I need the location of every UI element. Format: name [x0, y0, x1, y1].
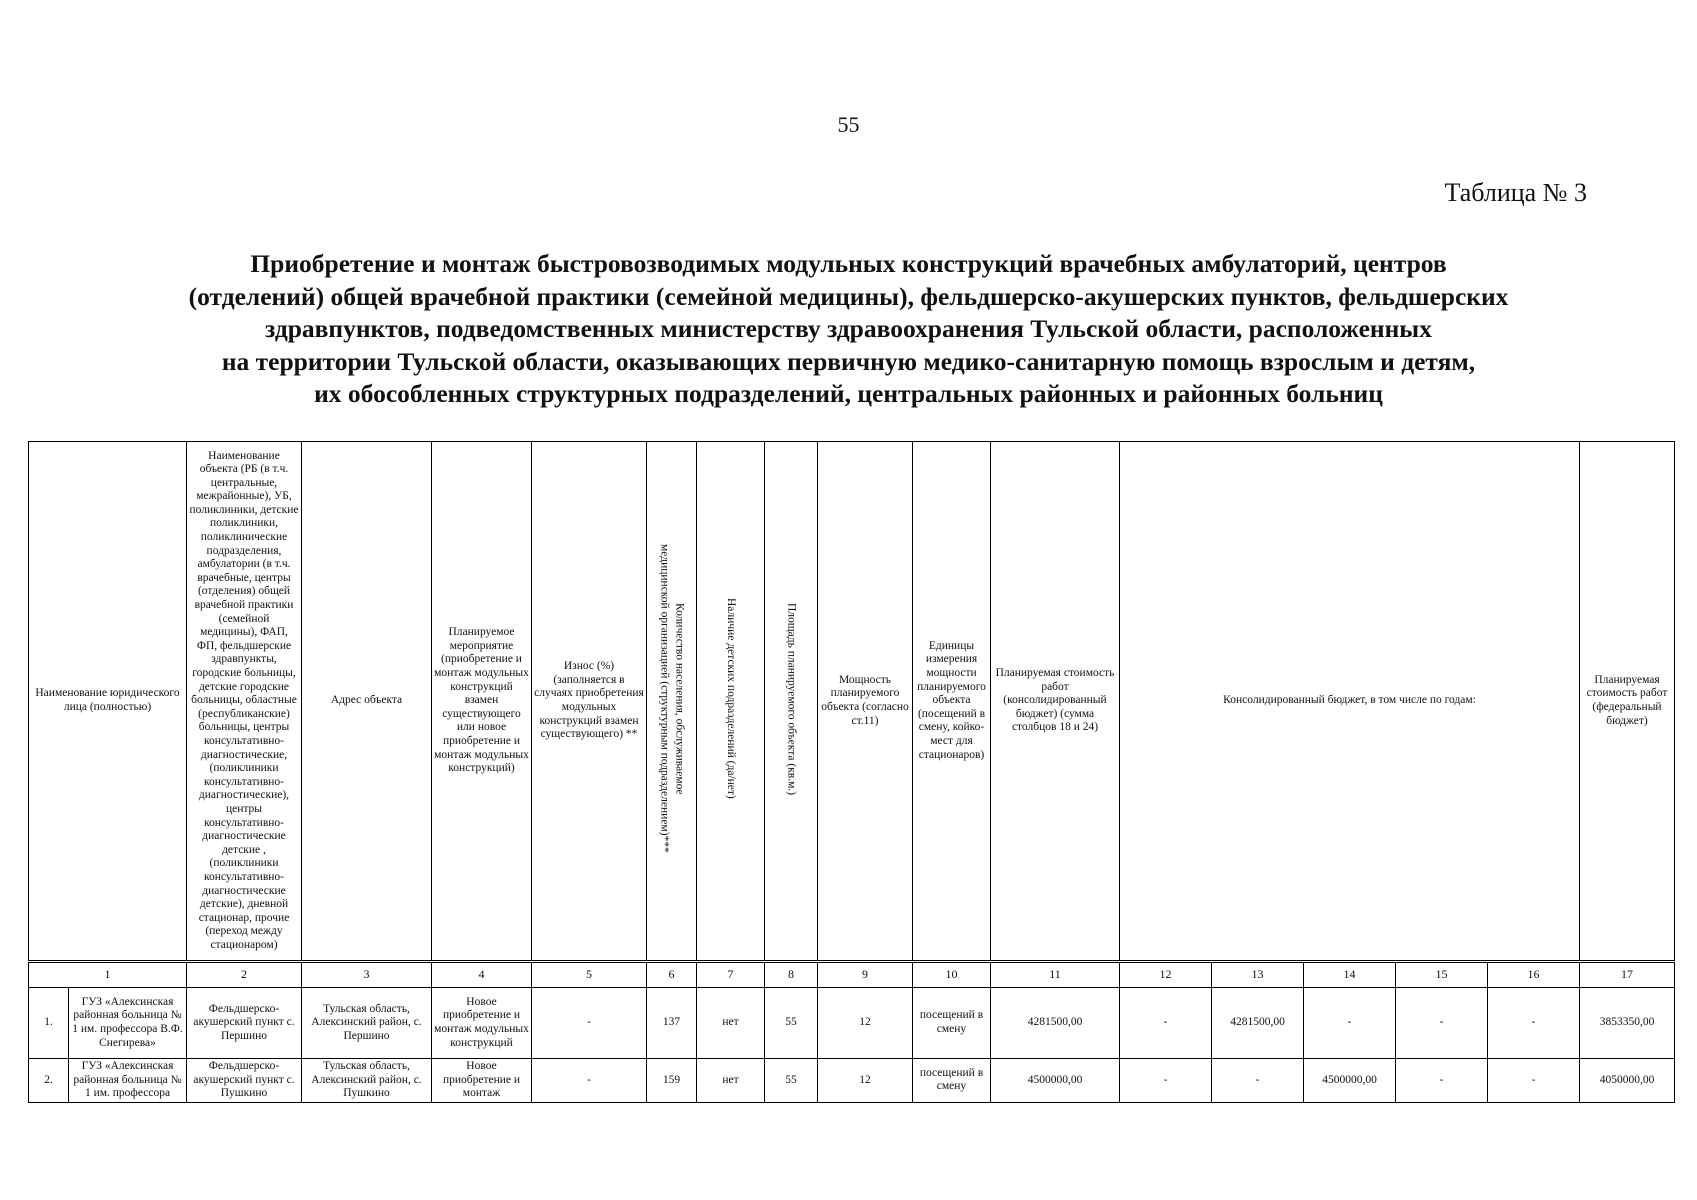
column-number-row [29, 963, 1675, 988]
table-label: Таблица № 3 [1444, 178, 1587, 207]
column-number: 14 [1304, 963, 1396, 988]
title-line: (отделений) общей врачебной практики (семейной медицины), фельдшерско-акушерских пунктов, фельдшерских [188, 281, 1509, 311]
row-year-13: - [1212, 1059, 1304, 1103]
row-object: Фельдшерско-акушерский пункт с. Першино [187, 988, 302, 1059]
header-planned-cost: Планируемая стоимость работ (консолидированный бюджет) (сумма столбцов 18 и 24) [991, 442, 1120, 961]
header-area-text: Площадь планируемого объекта (кв.м.) [785, 602, 798, 795]
row-address: Тульская область, Алексинский район, с. Пушкино [302, 1059, 432, 1103]
header-children-units-text: Наличие детских подразделений (да/нет) [725, 598, 737, 800]
header-children-units [697, 442, 765, 961]
header-table [28, 441, 1675, 961]
row-organization: ГУЗ «Алексинская районная больница № 1 им. профессора [69, 1059, 187, 1103]
row-area: 55 [765, 1059, 818, 1103]
table-row [29, 1059, 1675, 1103]
table-row [29, 988, 1675, 1059]
row-index: 2. [29, 1059, 69, 1103]
column-number: 17 [1580, 963, 1675, 988]
column-number: 11 [991, 963, 1120, 988]
header-population-text: Количество населения, обслуживаемое медицинской организацией (структурным подразделением)*** [658, 544, 686, 854]
row-federal: 3853350,00 [1580, 988, 1675, 1059]
row-unit: посещений в смену [913, 988, 991, 1059]
row-year-16: - [1488, 988, 1580, 1059]
row-object: Фельдшерско-акушерский пункт с. Пушкино [187, 1059, 302, 1103]
row-organization: ГУЗ «Алексинская районная больница № 1 им. профессора В.Ф. Снегирева» [69, 988, 187, 1059]
header-capacity-unit: Единицы измерения мощности планируемого объекта (посещений в смену, койко-мест для стационаров) [913, 442, 991, 961]
row-wear: - [532, 988, 647, 1059]
column-number: 5 [532, 963, 647, 988]
header-legal-entity: Наименование юридического лица (полностью) [29, 442, 187, 961]
row-population: 159 [647, 1059, 697, 1103]
header-area [765, 442, 818, 961]
row-year-15: - [1396, 1059, 1488, 1103]
header-population [647, 442, 697, 961]
column-number: 12 [1120, 963, 1212, 988]
column-number: 6 [647, 963, 697, 988]
row-year-12: - [1120, 1059, 1212, 1103]
row-year-14: - [1304, 988, 1396, 1059]
row-action: Новое приобретение и монтаж модульных конструкций [432, 988, 532, 1059]
header-federal-cost: Планируемая стоимость работ (федеральный бюджет) [1580, 442, 1675, 961]
row-wear: - [532, 1059, 647, 1103]
page-number: 55 [837, 112, 860, 137]
row-year-14: 4500000,00 [1304, 1059, 1396, 1103]
row-action: Новое приобретение и монтаж [432, 1059, 532, 1103]
column-number: 2 [187, 963, 302, 988]
row-year-13: 4281500,00 [1212, 988, 1304, 1059]
row-children: нет [697, 988, 765, 1059]
row-year-12: - [1120, 988, 1212, 1059]
column-number: 1 [29, 963, 187, 988]
header-row [29, 442, 1675, 961]
header-address: Адрес объекта [302, 442, 432, 961]
header-planned-action: Планируемое мероприятие (приобретение и монтаж модульных конструкций взамен существующего или новое приобретение и монтаж модульных конструкций) [432, 442, 532, 961]
row-year-16: - [1488, 1059, 1580, 1103]
row-cost: 4281500,00 [991, 988, 1120, 1059]
column-number: 16 [1488, 963, 1580, 988]
title-line: их обособленных структурных подразделений, центральных районных и районных больниц [314, 379, 1383, 408]
row-population: 137 [647, 988, 697, 1059]
header-wear: Износ (%) (заполняется в случаях приобретения модульных конструкций взамен существующего) ** [532, 442, 647, 961]
row-federal: 4050000,00 [1580, 1059, 1675, 1103]
header-consolidated-budget: Консолидированный бюджет, в том числе по годам: [1120, 442, 1580, 961]
data-table [28, 962, 1675, 1103]
row-area: 55 [765, 988, 818, 1059]
header-object-name: Наименование объекта (РБ (в т.ч. центральные, межрайонные), УБ, поликлиники, детские поликлиники, поликлинические подразделения, амбулатории (в т.ч. врачебные, центры (отделения) общей врачебной практики (семейной медицины), ФАП, ФП, фельдшерские здравпункты, городские больницы, детские городские больницы, областные (республиканские) больницы, центры консультативно-диагностические, (поликлиники консультативно-диагностические), центры консультативно-диагностические детские , (поликлиники консультативно-диагностические детские), дневной стационар, прочие (переход между стационаром) [187, 442, 302, 961]
row-cost: 4500000,00 [991, 1059, 1120, 1103]
row-unit: посещений в смену [913, 1059, 991, 1103]
column-number: 8 [765, 963, 818, 988]
row-index: 1. [29, 988, 69, 1059]
column-number: 7 [697, 963, 765, 988]
column-number: 13 [1212, 963, 1304, 988]
column-number: 9 [818, 963, 913, 988]
title-line: здравпунктов, подведомственных министерству здравоохранения Тульской области, расположенных [265, 314, 1432, 343]
row-year-15: - [1396, 988, 1488, 1059]
title-line: на территории Тульской области, оказывающих первичную медико-санитарную помощь взрослым и детям, [221, 346, 1476, 376]
header-capacity: Мощность планируемого объекта (согласно ст.11) [818, 442, 913, 961]
row-address: Тульская область, Алексинский район, с. Першино [302, 988, 432, 1059]
column-number: 10 [913, 963, 991, 988]
column-number: 4 [432, 963, 532, 988]
document-title [60, 248, 1637, 411]
column-number: 3 [302, 963, 432, 988]
row-capacity: 12 [818, 1059, 913, 1103]
title-line: Приобретение и монтаж быстровозводимых модульных конструкций врачебных амбулаторий, центров [250, 249, 1447, 278]
row-capacity: 12 [818, 988, 913, 1059]
column-number: 15 [1396, 963, 1488, 988]
row-children: нет [697, 1059, 765, 1103]
